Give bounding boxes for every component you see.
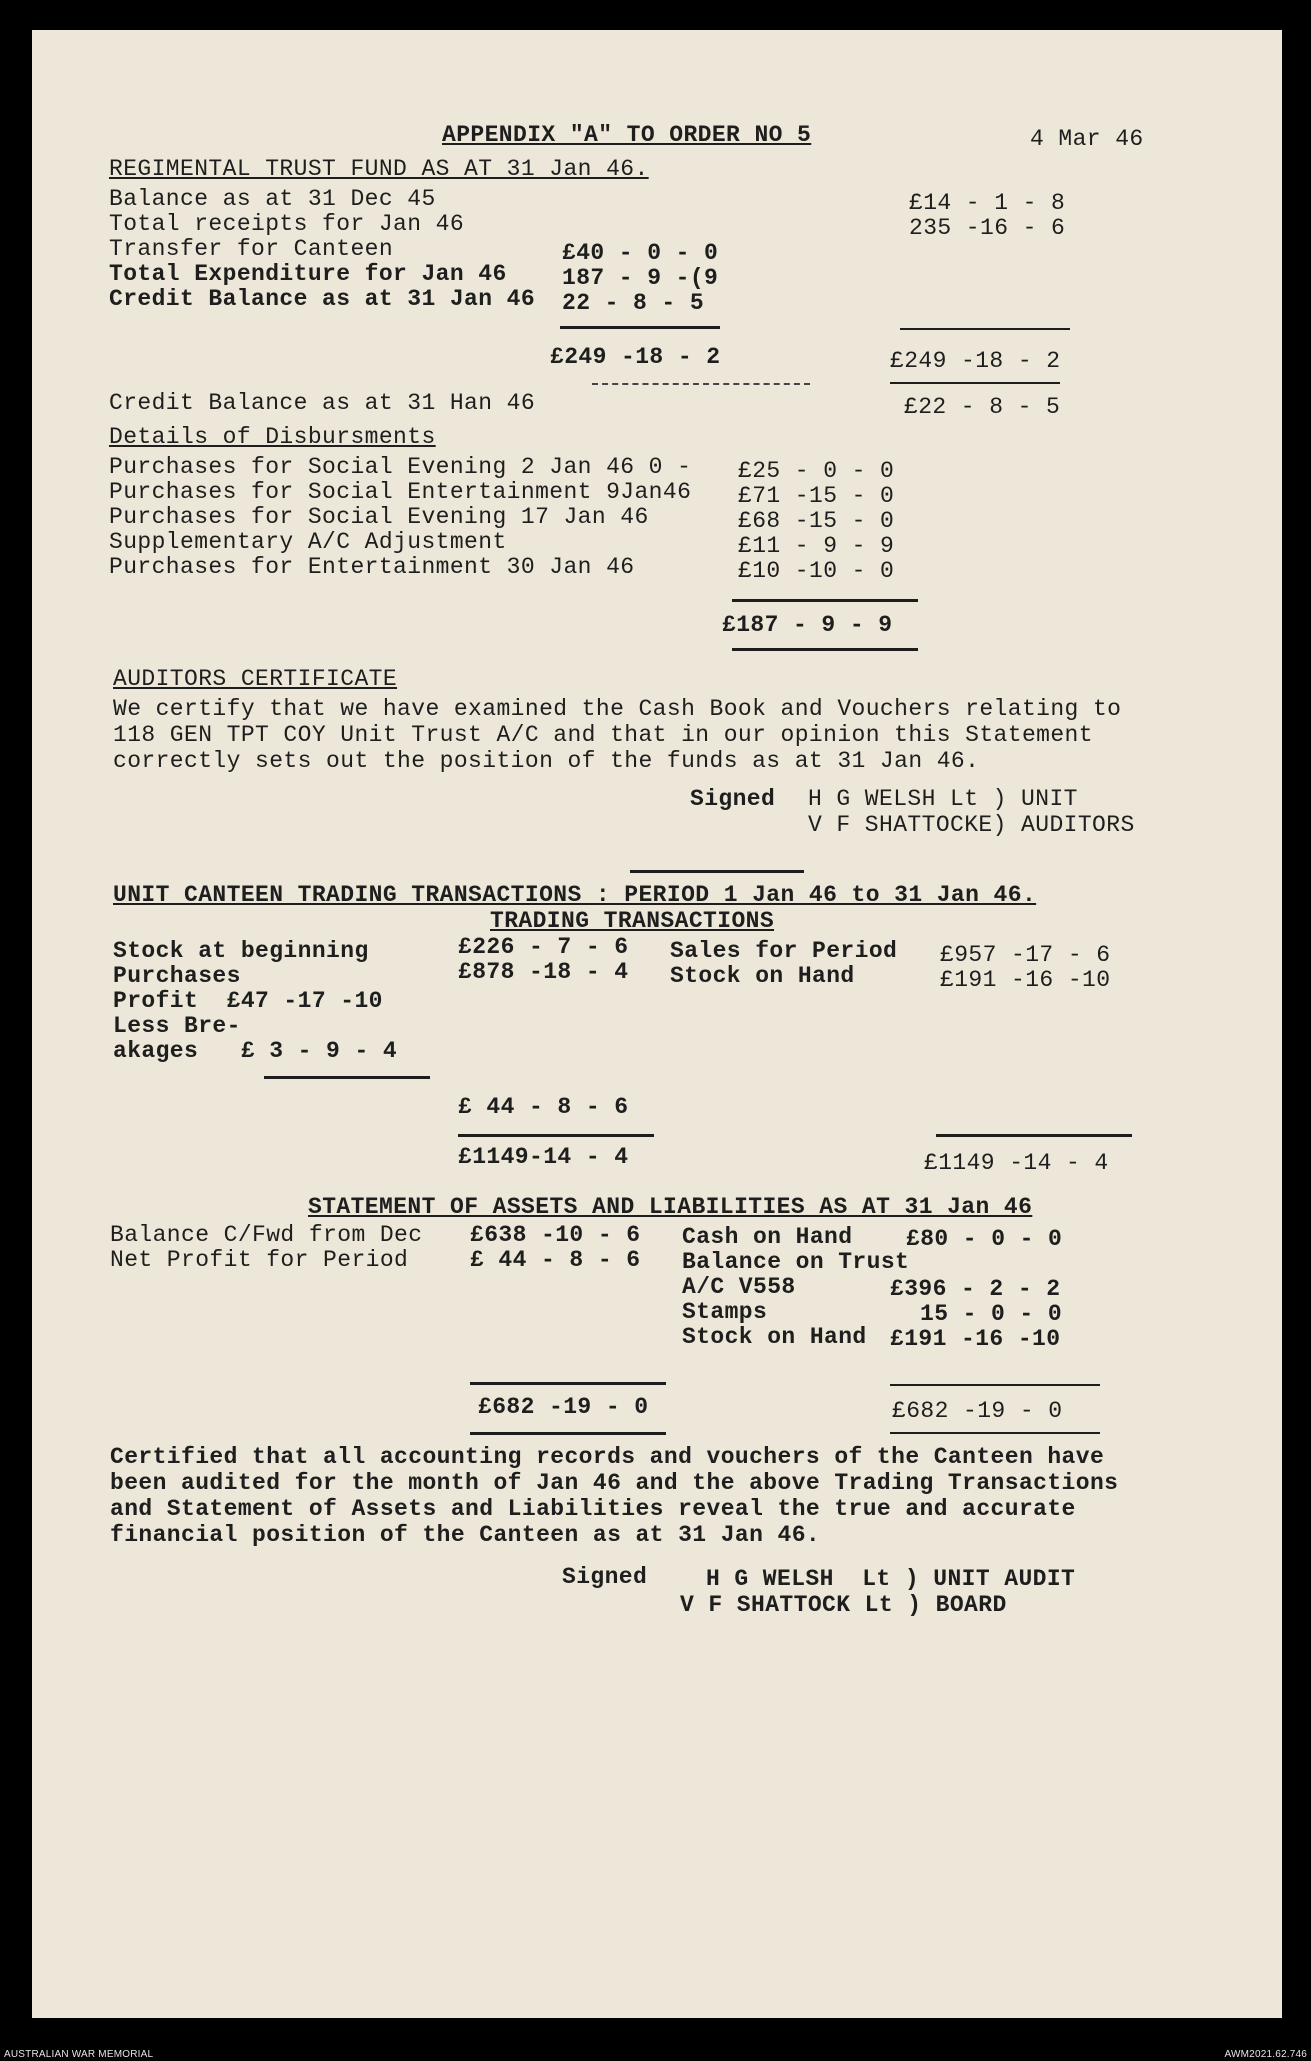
canteen-left-label: akages £ 3 - 9 - 4	[113, 1038, 398, 1064]
statement-right-value: £80 - 0 - 0	[906, 1226, 1063, 1252]
canteen-total-right: £1149 -14 - 4	[924, 1150, 1109, 1176]
disbursement-label: Purchases for Social Entertainment 9Jan46	[109, 479, 692, 505]
disbursements-heading: Details of Disbursments	[109, 424, 436, 450]
canteen-right-label: Stock on Hand	[670, 963, 855, 989]
credit-balance-value: £22 - 8 - 5	[904, 394, 1061, 420]
statement-left-label: Balance C/Fwd from Dec	[110, 1222, 423, 1248]
trust-row-mid-value: 22 - 8 - 5	[562, 290, 705, 316]
statement-right-label: A/C V558	[682, 1274, 796, 1300]
trust-total-mid: £249 -18 - 2	[550, 344, 721, 370]
disbursement-label: Purchases for Entertainment 30 Jan 46	[109, 554, 635, 580]
final-certificate-line: Certified that all accounting records and vouchers of the Canteen have	[110, 1444, 1105, 1470]
statement-total-left: £682 -19 - 0	[478, 1394, 649, 1420]
statement-right-label: Balance on Trust	[682, 1249, 910, 1275]
rule	[890, 1432, 1100, 1434]
auditors-certificate-line: correctly sets out the position of the funds as at 31 Jan 46.	[113, 748, 980, 774]
statement-left-value: £638 -10 - 6	[470, 1222, 641, 1248]
disbursement-value: £25 - 0 - 0	[738, 458, 895, 484]
canteen-left-label: Profit £47 -17 -10	[113, 988, 383, 1014]
canteen-left-label: Less Bre-	[113, 1013, 241, 1039]
statement-right-value: £191 -16 -10	[890, 1326, 1061, 1352]
disbursement-value: £11 - 9 - 9	[738, 533, 895, 559]
canteen-net-profit: £ 44 - 8 - 6	[458, 1094, 629, 1120]
trust-total-right: £249 -18 - 2	[890, 348, 1061, 374]
canteen-total-left: £1149-14 - 4	[458, 1144, 629, 1170]
auditors-certificate-line: 118 GEN TPT COY Unit Trust A/C and that in our opinion this Statement	[113, 722, 1093, 748]
disbursement-value: £68 -15 - 0	[738, 508, 895, 534]
canteen-left-label: Purchases	[113, 963, 241, 989]
canteen-left-value: £226 - 7 - 6	[458, 934, 629, 960]
canteen-right-value: £191 -16 -10	[940, 967, 1111, 993]
rule	[470, 1382, 666, 1385]
rule	[458, 1134, 654, 1137]
trust-row-label: Credit Balance as at 31 Jan 46	[109, 286, 536, 312]
rule	[732, 648, 918, 651]
trust-fund-heading: REGIMENTAL TRUST FUND AS AT 31 Jan 46.	[109, 156, 649, 182]
statement-total-right: £682 -19 - 0	[892, 1398, 1063, 1424]
document-page	[32, 30, 1282, 2018]
final-certificate-line: financial position of the Canteen as at 31 Jan 46.	[110, 1522, 821, 1548]
credit-balance-label: Credit Balance as at 31 Han 46	[109, 390, 536, 416]
rule	[592, 383, 810, 385]
trust-row-mid-value: 187 - 9 -(9	[562, 265, 719, 291]
auditors-certificate-heading: AUDITORS CERTIFICATE	[113, 666, 398, 692]
signed-label: Signed	[690, 786, 776, 812]
disbursement-value: £71 -15 - 0	[738, 483, 895, 509]
footer-source: AUSTRALIAN WAR MEMORIAL	[4, 2049, 154, 2060]
rule	[890, 1384, 1100, 1386]
trading-transactions-subheading: TRADING TRANSACTIONS	[490, 908, 775, 934]
trust-row-mid-value: £40 - 0 - 0	[562, 240, 719, 266]
disbursement-label: Purchases for Social Evening 17 Jan 46	[109, 504, 649, 530]
rule	[936, 1134, 1132, 1137]
rule	[470, 1432, 666, 1435]
final-certificate-line: and Statement of Assets and Liabilities reveal the true and accurate	[110, 1496, 1076, 1522]
rule	[900, 328, 1070, 330]
appendix-title: APPENDIX "A" TO ORDER NO 5	[442, 122, 812, 148]
document-date: 4 Mar 46	[1030, 126, 1144, 152]
canteen-left-value: £878 -18 - 4	[458, 959, 629, 985]
final-certificate-line: been audited for the month of Jan 46 and the above Trading Transactions	[110, 1470, 1119, 1496]
trust-row-right-value: 235 -16 - 6	[909, 215, 1066, 241]
signatory-line: H G WELSH Lt ) UNIT	[808, 786, 1078, 812]
disbursement-label: Purchases for Social Evening 2 Jan 46 0 -	[109, 454, 692, 480]
trust-row-label: Transfer for Canteen	[109, 236, 394, 262]
signed-label: Signed	[562, 1564, 648, 1590]
rule	[890, 382, 1060, 384]
trust-row-label: Total Expenditure for Jan 46	[109, 261, 507, 287]
statement-left-value: £ 44 - 8 - 6	[470, 1247, 641, 1273]
statement-right-label: Cash on Hand	[682, 1224, 853, 1250]
canteen-right-value: £957 -17 - 6	[940, 942, 1111, 968]
rule	[630, 870, 804, 873]
signatory-line: V F SHATTOCK Lt ) BOARD	[680, 1592, 1007, 1618]
rule	[264, 1076, 430, 1079]
statement-right-label: Stock on Hand	[682, 1324, 867, 1350]
trust-row-label: Total receipts for Jan 46	[109, 211, 465, 237]
disbursement-label: Supplementary A/C Adjustment	[109, 529, 507, 555]
statement-heading: STATEMENT OF ASSETS AND LIABILITIES AS AT 31 Jan 46	[308, 1194, 1033, 1220]
auditors-certificate-line: We certify that we have examined the Cash Book and Vouchers relating to	[113, 696, 1122, 722]
statement-left-label: Net Profit for Period	[110, 1247, 409, 1273]
canteen-left-label: Stock at beginning	[113, 938, 369, 964]
footer-reference: AWM2021.62.746	[1224, 2049, 1307, 2060]
statement-right-value: £396 - 2 - 2	[890, 1276, 1061, 1302]
rule	[560, 326, 720, 329]
canteen-heading: UNIT CANTEEN TRADING TRANSACTIONS : PERIOD 1 Jan 46 to 31 Jan 46.	[113, 882, 1037, 908]
canteen-right-label: Sales for Period	[670, 938, 898, 964]
statement-right-value: 15 - 0 - 0	[920, 1301, 1063, 1327]
disbursement-value: £10 -10 - 0	[738, 558, 895, 584]
statement-right-label: Stamps	[682, 1299, 768, 1325]
signatory-line: V F SHATTOCKE) AUDITORS	[808, 812, 1135, 838]
trust-row-label: Balance as at 31 Dec 45	[109, 186, 436, 212]
trust-row-right-value: £14 - 1 - 8	[909, 190, 1066, 216]
signatory-line: H G WELSH Lt ) UNIT AUDIT	[706, 1566, 1076, 1592]
disbursements-total: £187 - 9 - 9	[722, 612, 893, 638]
rule	[732, 599, 918, 602]
